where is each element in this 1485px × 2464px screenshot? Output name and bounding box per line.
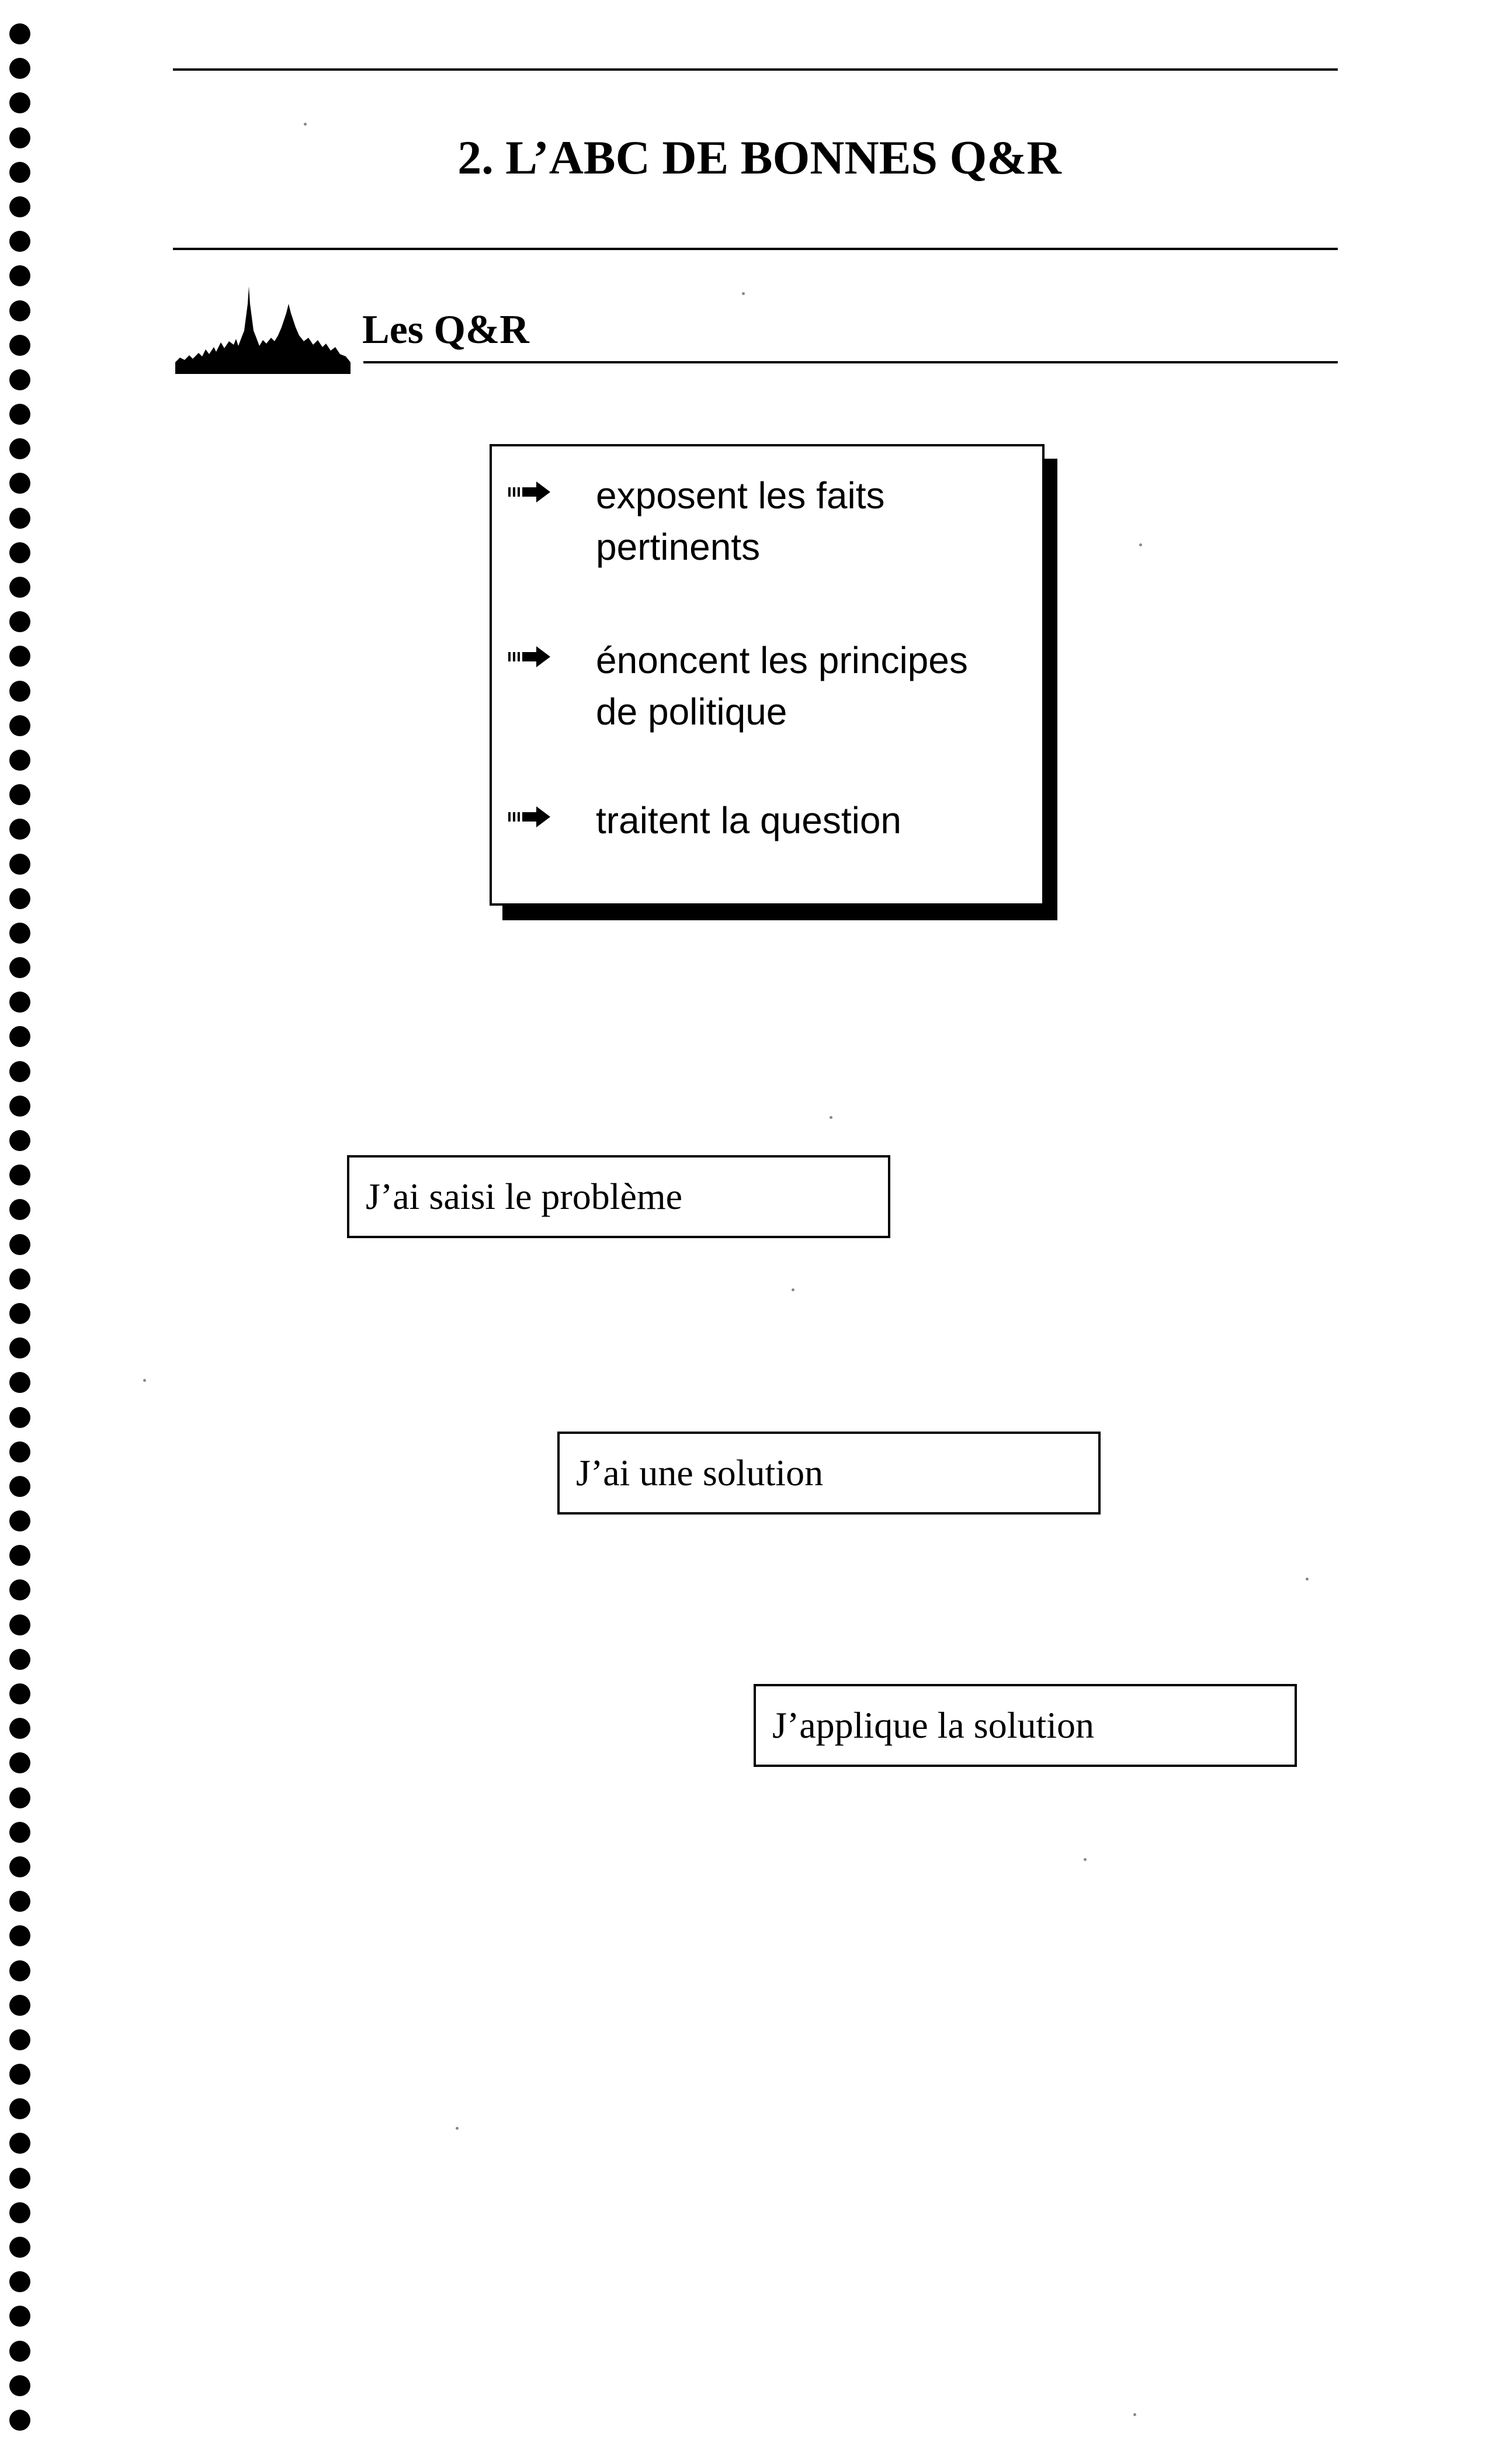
binder-hole <box>9 1337 30 1359</box>
step-box-1: J’ai saisi le problème <box>347 1155 890 1238</box>
title-bottom-rule <box>173 248 1338 250</box>
binder-hole <box>9 127 30 148</box>
top-rule <box>173 68 1338 71</box>
scan-speck <box>742 292 745 295</box>
binder-hole <box>9 2098 30 2119</box>
binder-hole <box>9 854 30 875</box>
binder-hole <box>9 508 30 529</box>
binder-hole <box>9 819 30 840</box>
binder-hole <box>9 1649 30 1670</box>
section-underline <box>363 361 1338 363</box>
list-item-text: exposent les faits pertinents <box>596 474 885 568</box>
binder-hole <box>9 646 30 667</box>
key-points-box <box>490 444 1045 906</box>
binder-hole <box>9 1510 30 1531</box>
binder-hole <box>9 2064 30 2085</box>
binder-hole <box>9 162 30 183</box>
binder-hole <box>9 2168 30 2189</box>
binder-hole <box>9 1165 30 1186</box>
step-box-2: J’ai une solution <box>557 1432 1101 1515</box>
binder-hole <box>9 438 30 459</box>
binder-hole <box>9 1269 30 1290</box>
binder-hole <box>9 542 30 563</box>
binder-hole <box>9 1614 30 1635</box>
binder-hole <box>9 715 30 736</box>
binder-hole <box>9 784 30 805</box>
binder-hole <box>9 2375 30 2396</box>
arrow-right-icon <box>508 645 550 668</box>
binder-hole <box>9 1925 30 1946</box>
binder-hole <box>9 1476 30 1497</box>
scan-speck <box>1139 543 1142 546</box>
binder-hole <box>9 1407 30 1428</box>
binder-hole <box>9 2306 30 2327</box>
binder-hole <box>9 1683 30 1704</box>
binder-hole <box>9 265 30 286</box>
scan-speck <box>143 1379 146 1382</box>
binder-hole <box>9 92 30 113</box>
parliament-silhouette-icon <box>175 280 351 374</box>
arrow-right-icon <box>508 805 550 829</box>
binder-hole <box>9 1822 30 1843</box>
binder-hole <box>9 1096 30 1117</box>
binder-hole <box>9 888 30 909</box>
section-heading: Les Q&R <box>362 307 529 352</box>
scan-speck <box>1084 1858 1087 1861</box>
binder-hole <box>9 611 30 632</box>
page-title: 2. L’ABC DE BONNES Q&R <box>457 131 1061 184</box>
binder-hole <box>9 1787 30 1808</box>
binder-hole <box>9 231 30 252</box>
binder-hole <box>9 750 30 771</box>
binder-hole <box>9 404 30 425</box>
binder-hole <box>9 1130 30 1151</box>
binder-hole <box>9 196 30 217</box>
binder-hole <box>9 2271 30 2292</box>
binder-hole <box>9 1856 30 1877</box>
binder-hole <box>9 1995 30 2016</box>
binder-hole <box>9 335 30 356</box>
binder-hole <box>9 992 30 1013</box>
binder-holes <box>6 23 34 2431</box>
binder-hole <box>9 2410 30 2431</box>
binder-hole <box>9 1026 30 1047</box>
binder-hole <box>9 2029 30 2050</box>
binder-hole <box>9 300 30 321</box>
scan-speck <box>304 123 307 126</box>
binder-hole <box>9 2237 30 2258</box>
binder-hole <box>9 58 30 79</box>
binder-hole <box>9 1234 30 1255</box>
scan-speck <box>1133 2413 1136 2416</box>
binder-hole <box>9 1960 30 1981</box>
binder-hole <box>9 1752 30 1773</box>
scan-speck <box>1306 1578 1309 1581</box>
scan-speck <box>792 1288 794 1291</box>
binder-hole <box>9 923 30 944</box>
binder-hole <box>9 1891 30 1912</box>
binder-hole <box>9 957 30 978</box>
list-item-text: traitent la question <box>596 799 901 841</box>
scan-speck <box>830 1116 832 1119</box>
binder-hole <box>9 2133 30 2154</box>
binder-hole <box>9 1372 30 1393</box>
binder-hole <box>9 1199 30 1220</box>
binder-hole <box>9 1579 30 1600</box>
list-item-text: énoncent les principes de politique <box>596 639 968 733</box>
binder-hole <box>9 1303 30 1324</box>
binder-hole <box>9 473 30 494</box>
binder-hole <box>9 1061 30 1082</box>
binder-hole <box>9 1718 30 1739</box>
binder-hole <box>9 23 30 44</box>
binder-hole <box>9 2341 30 2362</box>
binder-hole <box>9 1441 30 1463</box>
binder-hole <box>9 2202 30 2223</box>
binder-hole <box>9 1545 30 1566</box>
binder-hole <box>9 681 30 702</box>
step-box-3: J’applique la solution <box>754 1684 1297 1767</box>
scan-speck <box>456 2127 459 2130</box>
binder-hole <box>9 577 30 598</box>
arrow-right-icon <box>508 480 550 504</box>
binder-hole <box>9 369 30 390</box>
